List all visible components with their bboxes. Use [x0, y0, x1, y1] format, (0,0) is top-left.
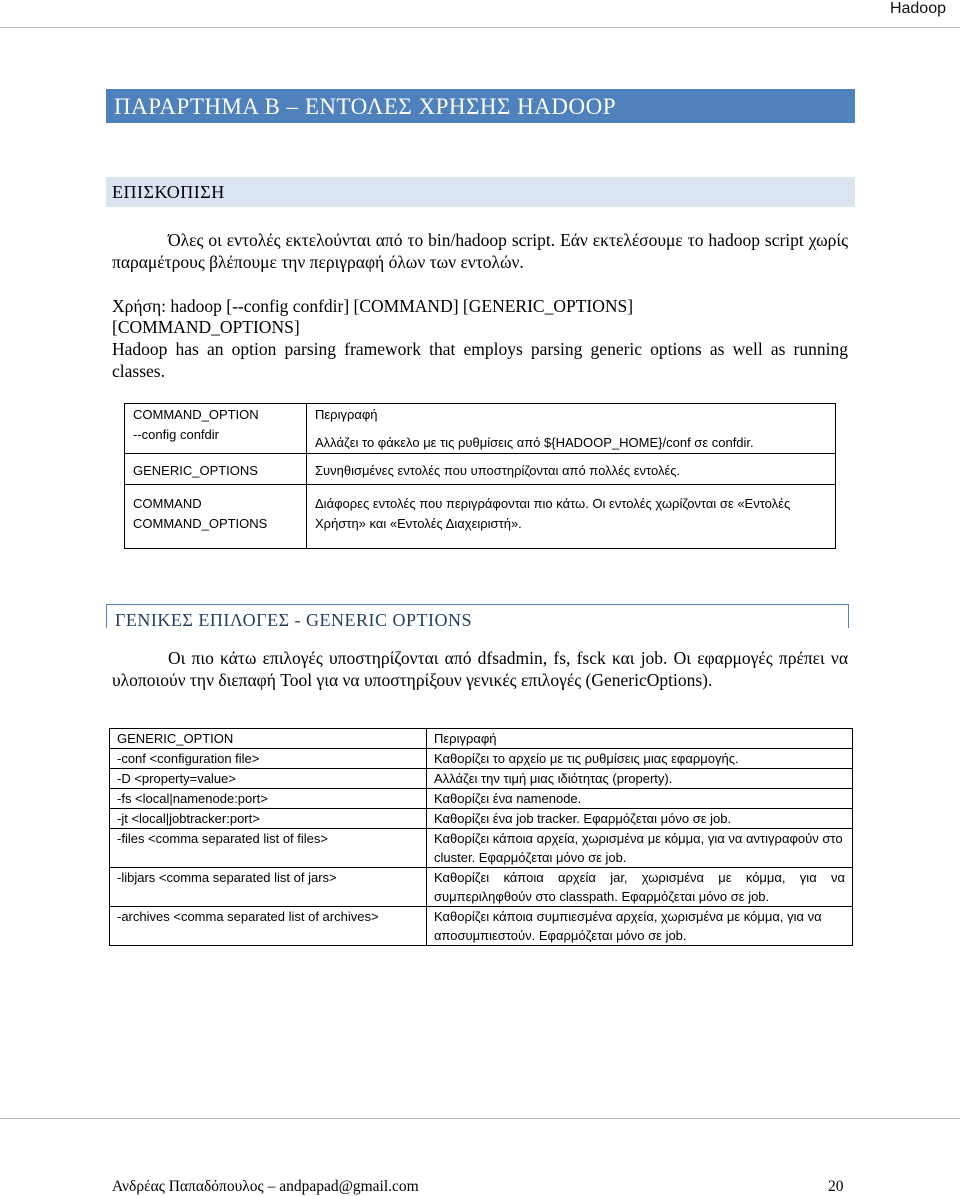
overview-heading: ΕΠΙΣΚΟΠΙΣΗ [106, 177, 855, 207]
option-jt: -jt <local|jobtracker:port> [110, 809, 427, 829]
option-files: -files <comma separated list of files> [110, 829, 427, 868]
table-cell [125, 485, 307, 549]
header-description: Περιγραφή [427, 729, 853, 749]
option-generic: GENERIC_OPTIONS [125, 454, 307, 485]
header-option: COMMAND_OPTION [133, 407, 259, 422]
footer-rule [0, 1118, 960, 1119]
command-options-table [124, 403, 836, 549]
description-config: Αλλάζει το φάκελο με τις ρυθμίσεις από ${HADOOP_HOME}/conf σε confdir. [315, 435, 754, 450]
description-d: Αλλάζει την τιμή μιας ιδιότητας (property). [427, 769, 853, 789]
description-files: Καθορίζει κάποια αρχεία, χωρισμένα με κόμμα, για να αντιγραφούν στο cluster. Εφαρμόζεται μόνο σε job. [427, 829, 853, 868]
option-conf: -conf <configuration file> [110, 749, 427, 769]
option-d: -D <property=value> [110, 769, 427, 789]
header-rule [0, 27, 960, 28]
table-row [125, 454, 836, 485]
table-row [110, 809, 853, 829]
option-libjars: -libjars <comma separated list of jars> [110, 868, 427, 907]
table-row [110, 789, 853, 809]
header-description: Περιγραφή [315, 407, 378, 422]
table-row [110, 907, 853, 946]
description-fs: Καθορίζει ένα namenode. [427, 789, 853, 809]
table-row [110, 769, 853, 789]
description-command: Διάφορες εντολές που περιγράφονται πιο κάτω. Οι εντολές χωρίζονται σε «Εντολές Χρήστη» και «Εντολές Διαχειριστή». [307, 485, 836, 549]
running-header-title: Hadoop [889, 0, 946, 17]
generic-options-heading: ΓΕΝΙΚΕΣ ΕΠΙΛΟΓΕΣ - GENERIC OPTIONS [106, 604, 849, 628]
footer-author: Ανδρέας Παπαδόπουλος – andpapad@gmail.com [112, 1178, 419, 1195]
page-number: 20 [828, 1178, 844, 1195]
generic-options-paragraph: Οι πιο κάτω επιλογές υποστηρίζονται από dfsadmin, fs, fsck και job. Οι εφαρμογές πρέπει να υλοποιούν την διεπαφή Tool για να υποστηρίξουν γενικές επιλογές (GenericOptions). [112, 648, 848, 690]
table-cell [125, 404, 307, 454]
option-fs: -fs <local|namenode:port> [110, 789, 427, 809]
usage-line-2: [COMMAND_OPTIONS] [112, 317, 300, 337]
description-generic: Συνηθισμένες εντολές που υποστηρίζονται από πολλές εντολές. [307, 454, 836, 485]
table-header-row [125, 404, 836, 454]
description-archives: Καθορίζει κάποια συμπιεσμένα αρχεία, χωρισμένα με κόμμα, για να αποσυμπιεστούν. Εφαρμόζεται μόνο σε job. [427, 907, 853, 946]
usage-line-1: Χρήση: hadoop [--config confdir] [COMMAND] [GENERIC_OPTIONS] [112, 296, 634, 316]
option-command: COMMAND [133, 496, 202, 511]
table-cell [307, 404, 836, 454]
table-header-row [110, 729, 853, 749]
appendix-title: ΠΑΡΑΡΤΗΜΑ Β – ΕΝΤΟΛΕΣ ΧΡΗΣΗΣ HADOOP [106, 89, 855, 123]
table-row [125, 485, 836, 549]
option-archives: -archives <comma separated list of archives> [110, 907, 427, 946]
table-row [110, 868, 853, 907]
description-conf: Καθορίζει το αρχείο με τις ρυθμίσεις μιας εφαρμογής. [427, 749, 853, 769]
description-jt: Καθορίζει ένα job tracker. Εφαρμόζεται μόνο σε job. [427, 809, 853, 829]
overview-intro: Όλες οι εντολές εκτελούνται από το bin/hadoop script. Εάν εκτελέσουμε το hadoop script χωρίς παραμέτρους βλέπουμε την περιγραφή όλων των εντολών. [112, 230, 848, 272]
table-row [110, 829, 853, 868]
generic-options-table [109, 728, 853, 946]
framework-text: Hadoop has an option parsing framework that employs parsing generic options as well as running classes. [112, 339, 848, 381]
description-libjars: Καθορίζει κάποια αρχεία jar, χωρισμένα με κόμμα, για να συμπεριληφθούν στο classpath. Εφαρμόζεται μόνο σε job. [427, 868, 853, 907]
header-option: GENERIC_OPTION [110, 729, 427, 749]
option-config: --config confdir [133, 427, 219, 442]
option-command-options: COMMAND_OPTIONS [133, 516, 268, 531]
table-row [110, 749, 853, 769]
